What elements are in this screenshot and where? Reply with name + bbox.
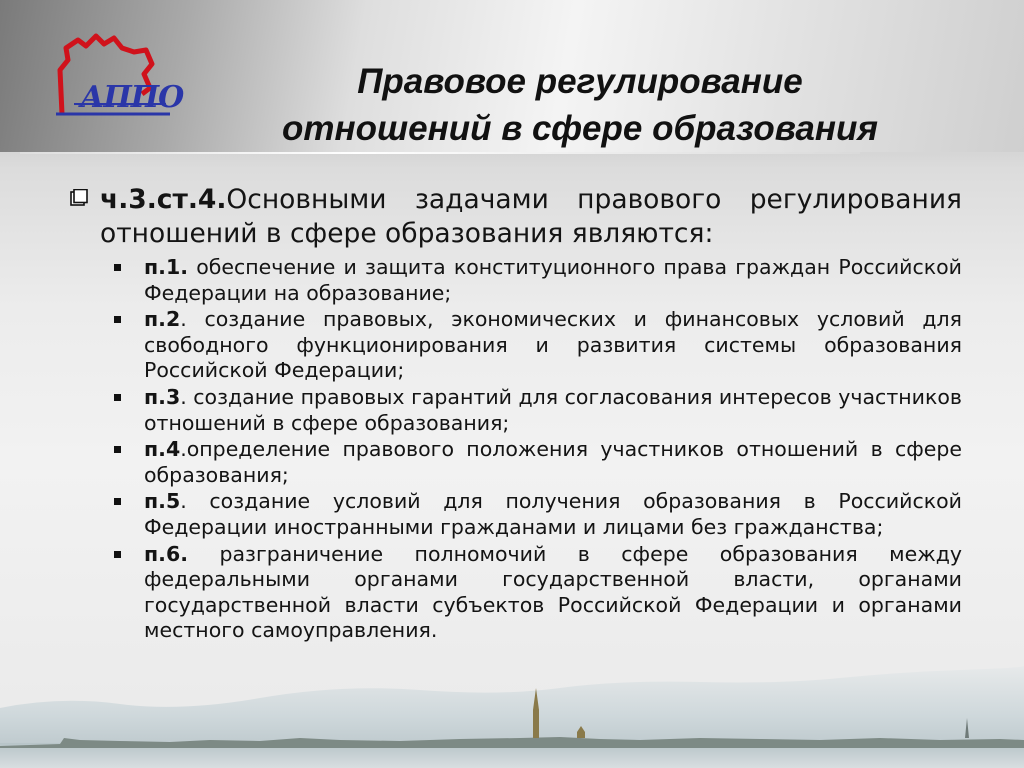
item-number: п.1. xyxy=(144,255,189,279)
item-text: .определение правового положения участников отношений в сфере образования; xyxy=(144,437,962,487)
item-text: . создание условий для получения образования в Российской Федерации иностранными гражданами и лицами без гражданства; xyxy=(144,489,962,539)
list-item xyxy=(144,385,962,436)
title-line-2: отношений в сфере образования xyxy=(281,109,879,148)
list-item xyxy=(144,437,962,488)
item-number: п.5 xyxy=(144,489,181,514)
item-number: п.6. xyxy=(144,541,189,566)
list-item xyxy=(144,255,962,306)
intro-text: Основными задачами правового регулирования отношений в сфере образования являются: xyxy=(100,184,962,249)
square-bullet-icon xyxy=(114,394,121,401)
list-item xyxy=(144,307,962,384)
square-bullet-icon xyxy=(114,264,121,271)
item-number: п.3 xyxy=(144,384,181,409)
intro-number: ч.3.ст.4. xyxy=(100,184,227,215)
page-title xyxy=(200,58,960,152)
item-text: разграничение полномочий в сфере образования между федеральными органами государственной власти, органами государственной власти субъектов Российской Федерации и органами местного самоуправления. xyxy=(144,541,962,643)
square-bullet-icon xyxy=(114,446,121,453)
square-bullet-icon xyxy=(114,551,121,558)
items-list xyxy=(64,255,962,644)
list-item xyxy=(144,542,962,644)
item-text: . создание правовых, экономических и финансовых условий для свободного функционирования и развития системы образования Российской Федерации; xyxy=(144,307,962,383)
city-panorama-image xyxy=(0,648,1024,768)
content xyxy=(64,183,962,645)
list-item xyxy=(144,489,962,540)
item-text: обеспечение и защита конституционного права граждан Российской Федерации на образование; xyxy=(144,255,962,305)
item-text: . создание правовых гарантий для согласования интересов участников отношений в сфере образования; xyxy=(144,384,962,435)
title-divider xyxy=(20,152,860,154)
intro-paragraph xyxy=(64,183,962,251)
square-bullet-icon xyxy=(114,316,121,323)
checkbox-bullet-icon xyxy=(70,189,88,207)
item-number: п.4 xyxy=(144,437,181,462)
logo-text: АППО xyxy=(80,80,184,115)
square-bullet-icon xyxy=(114,498,121,505)
title-line-1: Правовое регулирование xyxy=(357,62,803,101)
item-number: п.2 xyxy=(144,307,181,332)
